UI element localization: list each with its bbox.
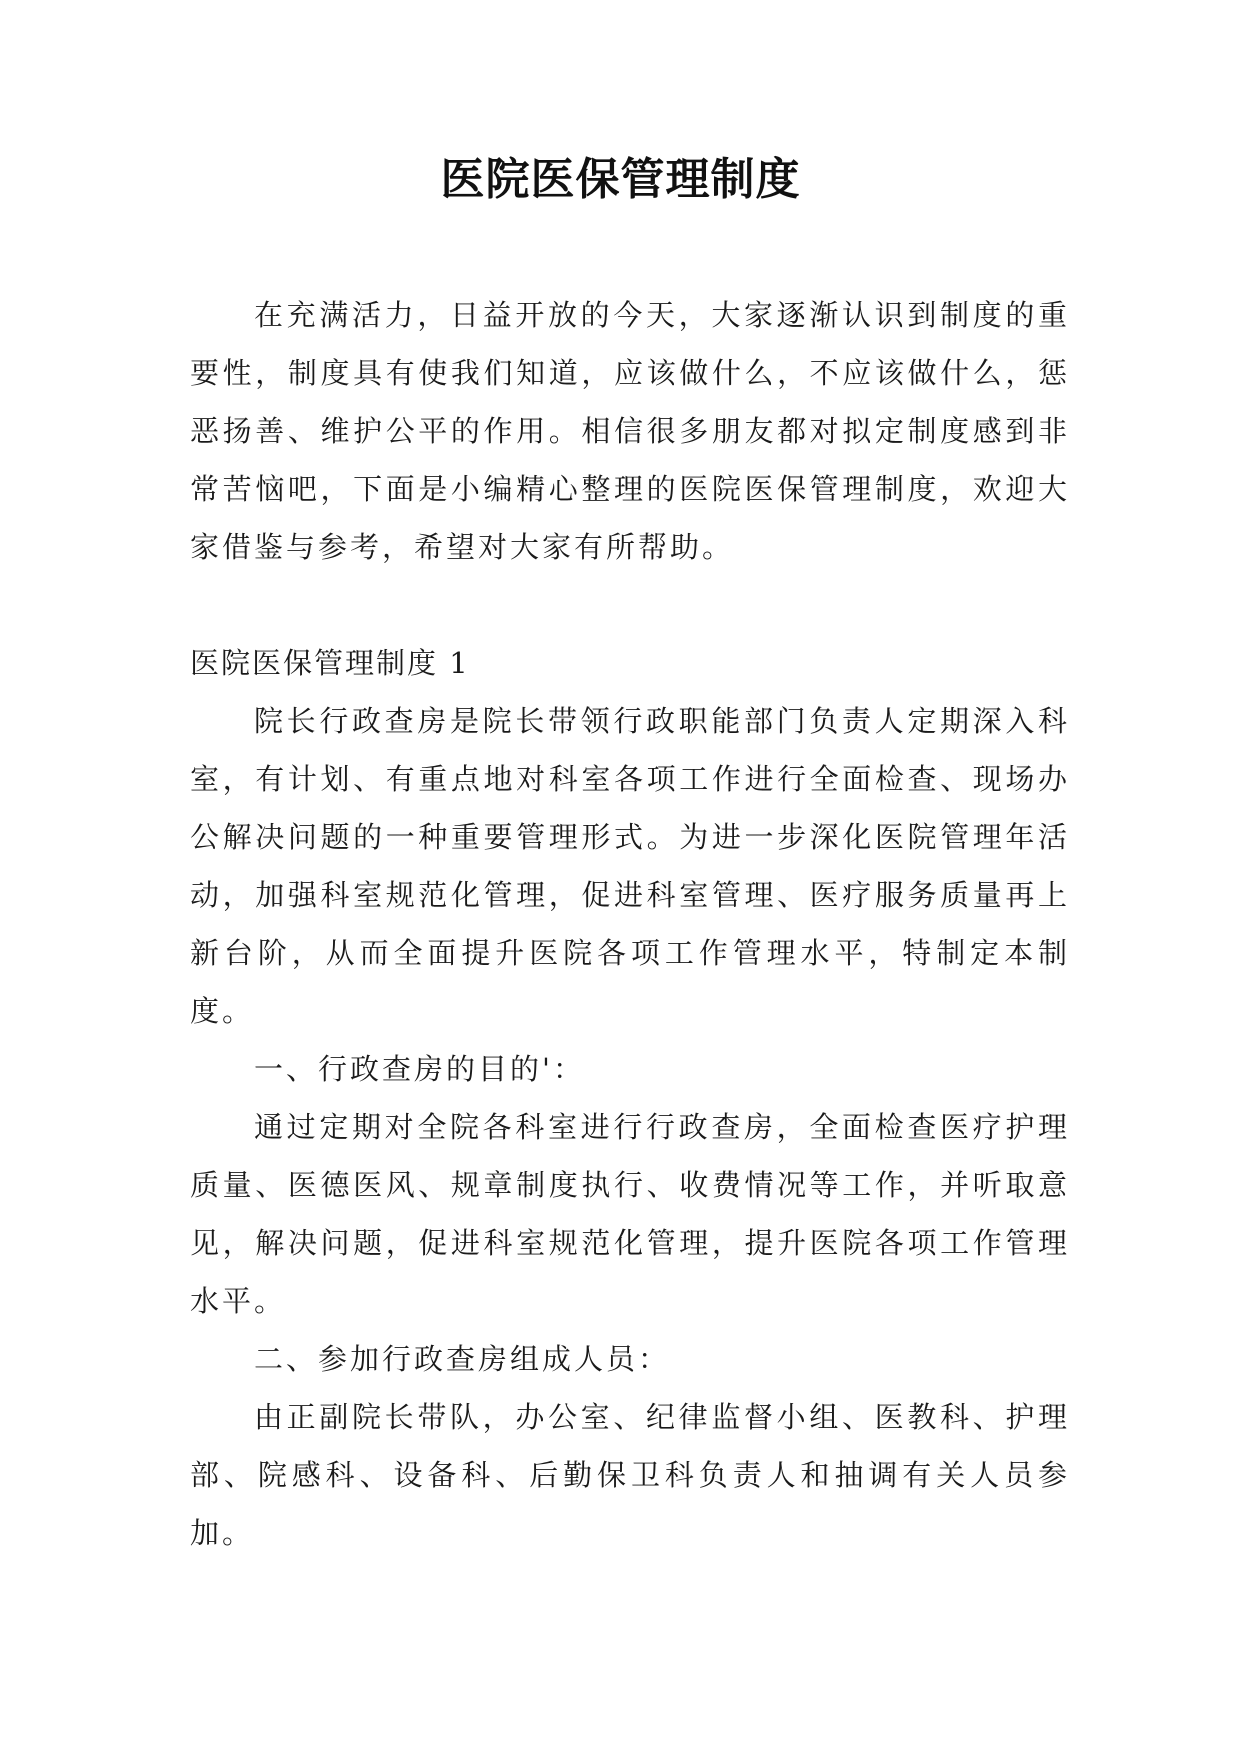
section-paragraph: 院长行政查房是院长带领行政职能部门负责人定期深入科室，有计划、有重点地对科室各项工作进行全面检查、现场办公解决问题的一种重要管理形式。为进一步深化医院管理年活动，加强科室规范化管理，促进科室管理、医疗服务质量再上新台阶，从而全面提升医院各项工作管理水平，特制定本制度。	[190, 704, 1070, 1028]
item-heading-members: 二、参加行政查房组成人员：	[254, 1342, 671, 1376]
document-body	[190, 286, 1070, 1562]
item-text-members: 由正副院长带队，办公室、纪律监督小组、医教科、护理部、院感科、设备科、后勤保卫科负责人和抽调有关人员参加。	[190, 1400, 1070, 1550]
item-text-purpose: 通过定期对全院各科室进行行政查房，全面检查医疗护理质量、医德医风、规章制度执行、收费情况等工作，并听取意见，解决问题，促进科室规范化管理，提升医院各项工作管理水平。	[190, 1110, 1070, 1318]
item-heading-purpose: 一、行政查房的目的'：	[254, 1052, 585, 1086]
document-title: 医院医保管理制度	[440, 154, 801, 205]
paragraph-spacer	[190, 576, 1070, 634]
section-heading: 医院医保管理制度 1	[190, 646, 470, 680]
intro-paragraph: 在充满活力，日益开放的今天，大家逐渐认识到制度的重要性，制度具有使我们知道，应该做什么，不应该做什么，惩恶扬善、维护公平的作用。相信很多朋友都对拟定制度感到非常苦恼吧，下面是小编精心整理的医院医保管理制度，欢迎大家借鉴与参考，希望对大家有所帮助。	[190, 298, 1070, 564]
